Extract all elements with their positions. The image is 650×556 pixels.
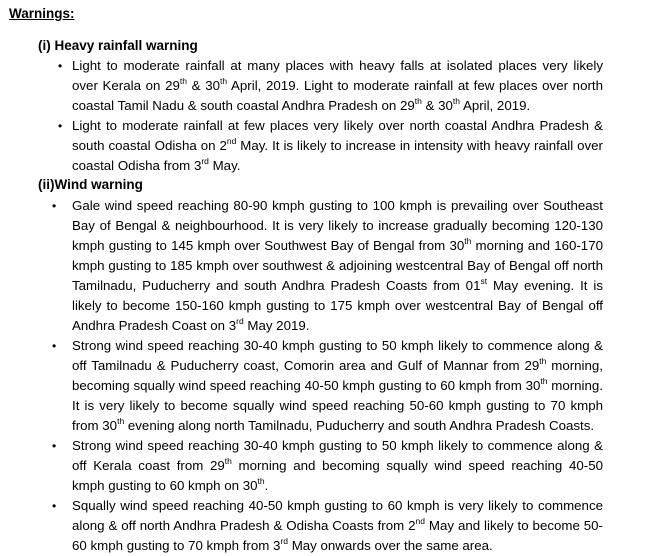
- bullet-text: Gale wind speed reaching 80-90 kmph gusting to 100 kmph is prevailing over Southeast Bay of Bengal & neighbourhood. It is very likely to increase gradually becoming 120-130 kmph gusting to 145 kmph over Southwest Bay of Bengal from 30: [72, 198, 603, 253]
- bullet-icon: •: [58, 59, 63, 73]
- bullet-text: May onwards over the same area.: [288, 538, 493, 553]
- bullet-text: Squally wind speed reaching 40-50 kmph gusting to 60 kmph is very likely to commence along & off north Andhra Pradesh & Odisha Coasts from 2: [72, 498, 603, 533]
- bullet-icon: •: [52, 199, 57, 213]
- bullet-text: Light to moderate rainfall at many places with heavy falls at isolated places very likely over Kerala on 29: [72, 58, 603, 93]
- bullet-icon: •: [52, 499, 57, 513]
- bullet-item: [52, 336, 603, 436]
- bullet-text: evening along north Tamilnadu, Puducherry and south Andhra Pradesh Coasts.: [124, 418, 595, 433]
- ordinal-suffix: rd: [201, 155, 209, 166]
- bullet-item: [52, 196, 603, 336]
- ordinal-suffix: th: [414, 95, 422, 106]
- bullet-text: Strong wind speed reaching 30-40 kmph gusting to 50 kmph likely to commence along & off Kerala coast from 29: [72, 438, 603, 473]
- bullet-text: May 2019.: [243, 318, 310, 333]
- ordinal-suffix: th: [220, 75, 228, 86]
- bullet-text: morning, becoming squally wind speed reaching 40-50 kmph gusting to 60 kmph from 30: [72, 358, 603, 393]
- bullet-text: Light to moderate rainfall at few places very likely over north coastal Andhra Pradesh & south coastal Odisha on 2: [72, 118, 603, 153]
- bullet-icon: •: [52, 439, 57, 453]
- bullet-text: morning and 160-170 kmph gusting to 185 kmph over southwest & adjoining westcentral Bay of Bengal off north Tamilnadu, Puducherry and south Andhra Pradesh Coasts from 01: [72, 238, 603, 293]
- ordinal-suffix: th: [117, 415, 125, 426]
- bullet-text: April, 2019.: [459, 98, 531, 113]
- rainfall-warning-heading: (i) Heavy rainfall warning: [38, 38, 198, 53]
- bullet-text: & 30: [421, 98, 453, 113]
- ordinal-suffix: th: [464, 235, 472, 246]
- bullet-item: [58, 56, 603, 116]
- bullet-icon: •: [52, 339, 57, 353]
- ordinal-suffix: th: [224, 455, 232, 466]
- bullet-item: [52, 436, 603, 496]
- bullet-text: morning and becoming squally wind speed reaching 40-50 kmph gusting to 60 kmph on 30: [72, 458, 603, 493]
- ordinal-suffix: th: [539, 355, 547, 366]
- ordinal-suffix: th: [179, 75, 187, 86]
- bullet-text: .: [264, 478, 269, 493]
- bullet-text: May. It is likely to increase in intensity with heavy rainfall over coastal Odisha from 3: [72, 138, 603, 173]
- ordinal-suffix: th: [257, 475, 265, 486]
- bullet-text: Strong wind speed reaching 30-40 kmph gusting to 50 kmph likely to commence along & off Tamilnadu & Puducherry coast, Comorin area and Gulf of Mannar from 29: [72, 338, 603, 373]
- ordinal-suffix: nd: [226, 135, 237, 146]
- bullet-text: April, 2019. Light to moderate rainfall at few places over north coastal Tamil Nadu & south coastal Andhra Pradesh on 29: [72, 78, 603, 113]
- ordinal-suffix: th: [540, 375, 548, 386]
- rainfall-warning-list: [58, 56, 603, 176]
- ordinal-suffix: th: [452, 95, 460, 106]
- bullet-text: May and likely to become 50-60 kmph gusting to 70 kmph from 3: [72, 518, 603, 553]
- page-title: Warnings:: [9, 6, 75, 21]
- bullet-text: & 30: [187, 78, 221, 93]
- bullet-text: May evening. It is likely to become 150-160 kmph gusting to 175 kmph over westcentral Bay of Bengal off Andhra Pradesh Coast on 3: [72, 278, 603, 333]
- ordinal-suffix: st: [480, 275, 488, 286]
- ordinal-suffix: nd: [415, 515, 425, 526]
- bullet-text: May.: [208, 158, 241, 173]
- bullet-item: [58, 116, 603, 176]
- bullet-text: morning. It is very likely to become squally wind speed reaching 50-60 kmph gusting to 70 kmph from 30: [72, 378, 603, 433]
- ordinal-suffix: rd: [280, 535, 288, 546]
- bullet-icon: •: [58, 119, 63, 133]
- wind-warning-heading: (ii)Wind warning: [38, 177, 143, 192]
- bullet-item: [52, 496, 603, 556]
- ordinal-suffix: rd: [236, 315, 244, 326]
- wind-warning-list: [52, 196, 603, 556]
